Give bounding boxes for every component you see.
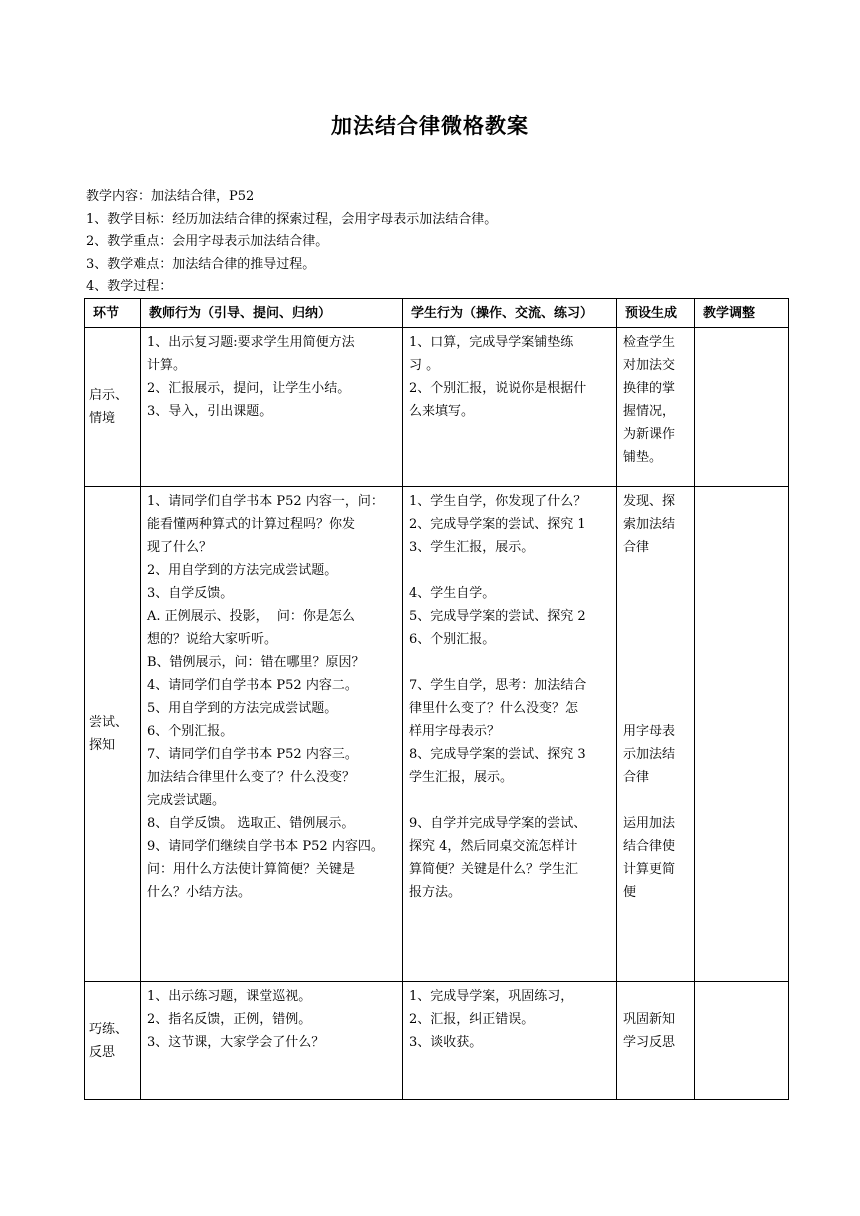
student-cell: [403, 982, 617, 1100]
teacher-text-line: 1、出示练习题，课堂巡视。: [147, 989, 312, 1004]
teacher-text-line: 现了什么？: [147, 540, 213, 555]
student-text-line: 7、学生自学，思考：加法结合: [409, 678, 587, 693]
student-text-line: 学生汇报，展示。: [409, 770, 514, 785]
teacher-cell: [141, 982, 403, 1100]
intro-line-process: 4、教学过程：: [86, 279, 173, 294]
stage-label-line: 情境: [89, 411, 116, 426]
student-text-line: 探究 4，然后同桌交流怎样计: [409, 839, 578, 854]
student-text-line: 8、完成导学案的尝试、探究 3: [409, 747, 586, 762]
stage-cell: [85, 328, 141, 487]
adjust-cell: [695, 982, 789, 1100]
blank-line: [623, 651, 688, 674]
student-text-line: 报方法。: [409, 885, 462, 900]
intro-line-difficulty: 3、教学难点：加法结合律的推导过程。: [86, 256, 316, 272]
preset-text-line: 铺垫。: [623, 450, 663, 465]
stage-label-line: 巧练、: [89, 1021, 129, 1037]
teacher-text-line: 3、这节课，大家学会了什么？: [147, 1035, 325, 1050]
teacher-text-line: 完成尝试题。: [147, 793, 226, 808]
teacher-text-line: 4、请同学们自学书本 P52 内容二。: [147, 678, 358, 693]
table-row: [85, 328, 789, 487]
stage-label-line: 反思: [89, 1044, 116, 1060]
blank-line: [623, 628, 688, 651]
teacher-text-line: 什么？小结方法。: [147, 885, 252, 900]
teacher-text-line: 能看懂两种算式的计算过程吗？你发: [147, 517, 356, 532]
blank-line: [623, 985, 688, 1008]
teacher-text-line: A. 正例展示、投影， 问：你是怎么: [147, 609, 355, 624]
preset-text-line: 合律: [623, 540, 650, 555]
intro-section: [86, 186, 786, 299]
preset-text-line: 索加法结: [623, 517, 676, 532]
lesson-plan-table: [84, 298, 789, 1100]
intro-line-content: 教学内容：加法结合律，P52: [86, 189, 255, 204]
preset-text-line: 握情况，: [623, 404, 676, 419]
preset-text-line: 检查学生: [623, 335, 676, 350]
student-text-line: 4、学生自学。: [409, 586, 496, 601]
teacher-text-line: 1、出示复习题:要求学生用简便方法: [147, 335, 355, 350]
student-text-line: 6、个别汇报。: [409, 632, 496, 647]
teacher-text-line: 1、请同学们自学书本 P52 内容一，问：: [147, 494, 384, 509]
header-preset-outcome: 预设生成: [617, 299, 695, 328]
student-cell: [403, 487, 617, 982]
preset-cell: [617, 328, 695, 487]
preset-text-line: 巩固新知: [623, 1012, 676, 1027]
preset-text-line: 学习反思: [623, 1035, 676, 1050]
table-row: [85, 982, 789, 1100]
header-teaching-adjustment: 教学调整: [695, 299, 789, 328]
student-text-line: 9、自学并完成导学案的尝试、: [409, 816, 587, 831]
header-stage: 环节: [85, 299, 141, 328]
teacher-cell: [141, 328, 403, 487]
student-text-line: 习 。: [409, 358, 440, 373]
student-cell: [403, 328, 617, 487]
teacher-text-line: 8、自学反馈。 选取正、错例展示。: [147, 816, 355, 831]
table-header-row: [85, 299, 789, 328]
stage-label-line: 尝试、: [89, 715, 129, 730]
blank-line: [409, 651, 610, 674]
student-text-line: 算简便？关键是什么？学生汇: [409, 862, 579, 877]
document-title: 加法结合律微格教案: [331, 114, 529, 138]
adjust-cell: [695, 328, 789, 487]
teacher-text-line: 9、请同学们继续自学书本 P52 内容四。: [147, 839, 384, 854]
teacher-text-line: 5、用自学到的方法完成尝试题。: [147, 701, 338, 716]
student-text-line: 2、汇报，纠正错误。: [409, 1012, 535, 1027]
teacher-text-line: 计算。: [147, 358, 187, 373]
table-row: [85, 487, 789, 982]
preset-cell: [617, 982, 695, 1100]
student-text-line: 1、完成导学案，巩固练习，: [409, 989, 574, 1004]
student-text-line: 3、学生汇报，展示。: [409, 540, 535, 555]
teacher-text-line: 6、个别汇报。: [147, 724, 234, 739]
stage-label-line: 启示、: [89, 388, 129, 403]
header-student-behavior: 学生行为（操作、交流、练习）: [403, 299, 617, 328]
student-text-line: 律里什么变了？什么没变？怎: [409, 701, 579, 716]
teacher-text-line: 2、用自学到的方法完成尝试题。: [147, 563, 338, 578]
blank-line: [409, 789, 610, 812]
teacher-text-line: 7、请同学们自学书本 P52 内容三。: [147, 747, 358, 762]
teacher-text-line: B、错例展示，问：错在哪里？原因？: [147, 655, 365, 670]
stage-cell: [85, 982, 141, 1100]
blank-line: [623, 559, 688, 582]
stage-label-line: 探知: [89, 738, 116, 753]
adjust-cell: [695, 487, 789, 982]
blank-line: [623, 674, 688, 697]
preset-text-line: 为新课作: [623, 427, 676, 442]
blank-line: [623, 789, 688, 812]
preset-text-line: 便: [623, 885, 637, 900]
student-text-line: 5、完成导学案的尝试、探究 2: [409, 609, 586, 624]
student-text-line: 么来填写。: [409, 404, 475, 419]
teacher-cell: [141, 487, 403, 982]
preset-cell: [617, 487, 695, 982]
header-teacher-behavior: 教师行为（引导、提问、归纳）: [141, 299, 403, 328]
preset-text-line: 用字母表: [623, 724, 676, 739]
teacher-text-line: 2、汇报展示，提问，让学生小结。: [147, 381, 351, 396]
teacher-text-line: 2、指名反馈，正例，错例。: [147, 1012, 312, 1027]
student-text-line: 1、学生自学，你发现了什么？: [409, 494, 587, 509]
preset-text-line: 换律的掌: [623, 381, 676, 396]
student-text-line: 样用字母表示？: [409, 724, 501, 739]
stage-cell: [85, 487, 141, 982]
teacher-text-line: 问：用什么方法使计算简便？关键是: [147, 862, 356, 877]
preset-text-line: 对加法交: [623, 358, 676, 373]
teacher-text-line: 3、自学反馈。: [147, 586, 234, 601]
teacher-text-line: 3、导入，引出课题。: [147, 404, 273, 419]
student-text-line: 1、口算，完成导学案铺垫练: [409, 335, 574, 350]
student-text-line: 3、谈收获。: [409, 1035, 483, 1050]
preset-text-line: 示加法结: [623, 747, 676, 762]
blank-line: [623, 697, 688, 720]
blank-line: [409, 559, 610, 582]
intro-line-keypoint: 2、教学重点：会用字母表示加法结合律。: [86, 234, 329, 249]
teacher-text-line: 想的？说给大家听听。: [147, 632, 278, 647]
student-text-line: 2、完成导学案的尝试、探究 1: [409, 517, 586, 532]
blank-line: [623, 582, 688, 605]
student-text-line: 2、个别汇报，说说你是根据什: [409, 381, 587, 396]
preset-text-line: 发现、探: [623, 494, 676, 509]
preset-text-line: 结合律使: [623, 839, 676, 854]
teacher-text-line: 加法结合律里什么变了？什么没变？: [147, 770, 356, 785]
preset-text-line: 运用加法: [623, 816, 676, 831]
blank-line: [623, 605, 688, 628]
preset-text-line: 计算更简: [623, 862, 676, 877]
preset-text-line: 合律: [623, 770, 650, 785]
intro-line-objective: 1、教学目标：经历加法结合律的探索过程，会用字母表示加法结合律。: [86, 211, 498, 227]
